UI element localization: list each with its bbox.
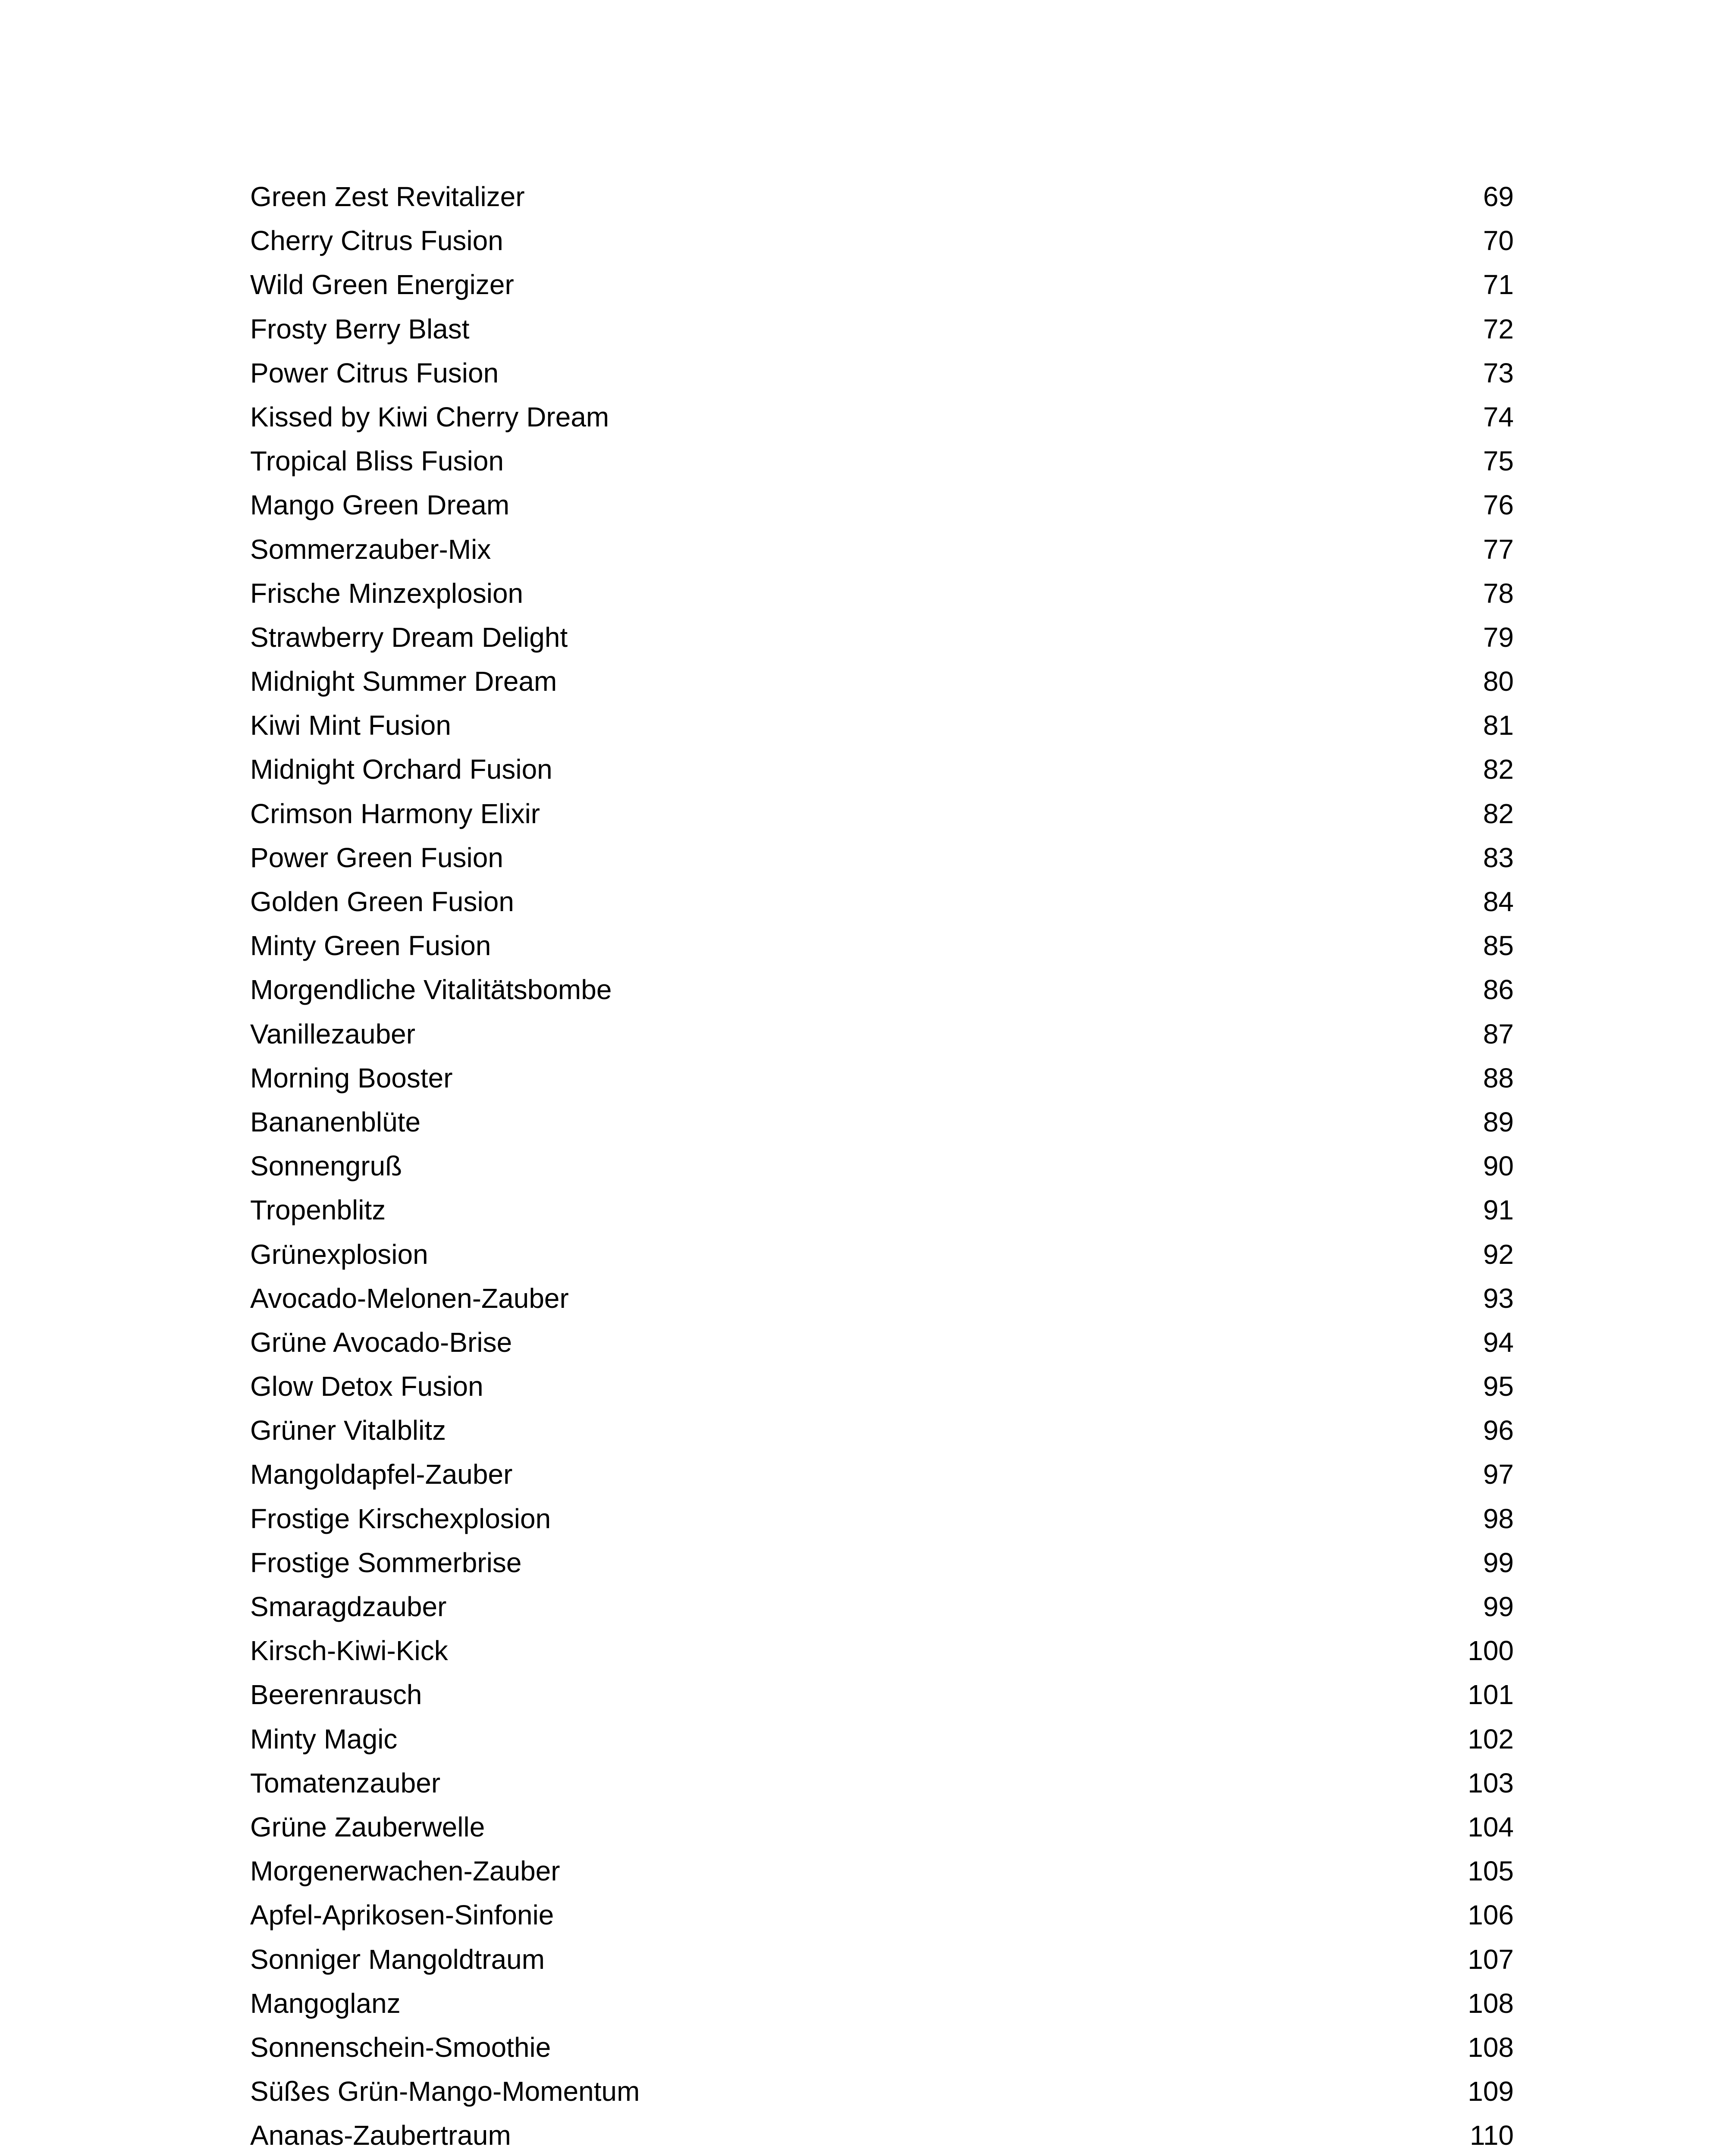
toc-entry-page-number: 74 <box>1483 401 1514 432</box>
toc-entry-title: Mangoldapfel-Zauber <box>250 1459 513 1490</box>
toc-entry <box>250 1012 1514 1056</box>
toc-entry-page-number: 86 <box>1483 974 1514 1006</box>
toc-entry <box>250 1320 1514 1364</box>
toc-entry-page-number: 95 <box>1483 1371 1514 1402</box>
toc-entry-page-number: 110 <box>1469 2120 1514 2151</box>
toc-entry <box>250 527 1514 571</box>
toc-entry-title: Ananas-Zaubertraum <box>250 2120 511 2151</box>
toc-entry-page-number: 94 <box>1483 1326 1514 1358</box>
toc-entry <box>250 307 1514 351</box>
toc-entry <box>250 1585 1514 1629</box>
toc-entry-page-number: 73 <box>1483 357 1514 389</box>
toc-entry-page-number: 70 <box>1483 225 1514 257</box>
toc-entry <box>250 1849 1514 1893</box>
toc-entry-page-number: 69 <box>1483 181 1514 212</box>
toc-entry-page-number: 78 <box>1483 577 1514 609</box>
toc-entry-page-number: 91 <box>1483 1194 1514 1226</box>
table-of-contents <box>250 175 1514 2156</box>
toc-entry-title: Sonnenschein-Smoothie <box>250 2031 551 2063</box>
toc-entry-page-number: 108 <box>1468 1987 1514 2019</box>
toc-entry <box>250 571 1514 615</box>
toc-entry <box>250 2025 1514 2069</box>
toc-entry-title: Süßes Grün-Mango-Momentum <box>250 2076 640 2107</box>
toc-entry-title: Kirsch-Kiwi-Kick <box>250 1635 448 1667</box>
toc-entry <box>250 1981 1514 2025</box>
toc-entry-title: Golden Green Fusion <box>250 886 514 917</box>
toc-entry-title: Power Green Fusion <box>250 842 503 873</box>
toc-entry <box>250 1364 1514 1408</box>
toc-entry <box>250 1761 1514 1805</box>
toc-entry <box>250 1541 1514 1585</box>
toc-entry-page-number: 97 <box>1483 1459 1514 1490</box>
toc-entry <box>250 219 1514 263</box>
toc-entry-page-number: 101 <box>1468 1679 1514 1711</box>
toc-entry-title: Mangoglanz <box>250 1987 401 2019</box>
toc-entry <box>250 1497 1514 1541</box>
toc-entry-page-number: 103 <box>1468 1767 1514 1799</box>
toc-entry <box>250 263 1514 307</box>
toc-entry-page-number: 102 <box>1468 1723 1514 1755</box>
toc-entry-title: Glow Detox Fusion <box>250 1371 483 1402</box>
toc-entry-title: Sommerzauber-Mix <box>250 533 491 565</box>
toc-entry-title: Grüner Vitalblitz <box>250 1415 446 1446</box>
toc-entry-title: Strawberry Dream Delight <box>250 621 568 653</box>
toc-entry <box>250 1144 1514 1188</box>
toc-entry-title: Cherry Citrus Fusion <box>250 225 503 257</box>
toc-entry-page-number: 82 <box>1483 754 1514 785</box>
toc-entry <box>250 836 1514 880</box>
toc-entry-page-number: 90 <box>1483 1150 1514 1182</box>
toc-entry-page-number: 87 <box>1483 1018 1514 1050</box>
toc-entry-title: Morgenerwachen-Zauber <box>250 1855 560 1887</box>
toc-entry-page-number: 89 <box>1483 1106 1514 1138</box>
toc-entry-page-number: 105 <box>1468 1855 1514 1887</box>
toc-entry-page-number: 80 <box>1483 666 1514 697</box>
toc-entry <box>250 1805 1514 1849</box>
toc-entry <box>250 1893 1514 1937</box>
toc-entry <box>250 747 1514 791</box>
toc-entry-title: Beerenrausch <box>250 1679 422 1711</box>
toc-entry <box>250 1629 1514 1673</box>
toc-entry <box>250 1188 1514 1232</box>
toc-entry-page-number: 93 <box>1483 1282 1514 1314</box>
toc-entry-page-number: 96 <box>1483 1415 1514 1446</box>
toc-entry-title: Kiwi Mint Fusion <box>250 710 451 741</box>
toc-entry <box>250 2113 1514 2156</box>
toc-entry-title: Vanillezauber <box>250 1018 416 1050</box>
toc-entry-page-number: 99 <box>1483 1547 1514 1578</box>
toc-entry-page-number: 75 <box>1483 445 1514 477</box>
toc-entry-page-number: 106 <box>1468 1899 1514 1931</box>
toc-entry-page-number: 76 <box>1483 489 1514 521</box>
toc-entry-title: Minty Magic <box>250 1723 398 1755</box>
toc-entry-page-number: 108 <box>1468 2031 1514 2063</box>
toc-entry <box>250 924 1514 968</box>
toc-entry-title: Smaragdzauber <box>250 1591 447 1622</box>
toc-entry-page-number: 100 <box>1468 1635 1514 1667</box>
toc-entry-title: Morning Booster <box>250 1062 453 1094</box>
toc-entry-page-number: 77 <box>1483 533 1514 565</box>
toc-entry <box>250 1408 1514 1452</box>
toc-entry-page-number: 92 <box>1483 1238 1514 1270</box>
toc-entry-page-number: 85 <box>1483 930 1514 962</box>
toc-entry-title: Frosty Berry Blast <box>250 313 470 345</box>
toc-entry-title: Sonnengruß <box>250 1150 402 1182</box>
toc-entry-title: Wild Green Energizer <box>250 269 514 301</box>
toc-entry-page-number: 99 <box>1483 1591 1514 1622</box>
toc-entry-title: Grünexplosion <box>250 1238 428 1270</box>
toc-entry-title: Power Citrus Fusion <box>250 357 499 389</box>
toc-entry-title: Apfel-Aprikosen-Sinfonie <box>250 1899 554 1931</box>
toc-entry-title: Frostige Sommerbrise <box>250 1547 522 1578</box>
toc-entry-title: Frische Minzexplosion <box>250 577 524 609</box>
toc-entry <box>250 1100 1514 1144</box>
toc-entry-title: Midnight Summer Dream <box>250 666 557 697</box>
toc-entry <box>250 2069 1514 2113</box>
toc-entry <box>250 659 1514 703</box>
toc-entry <box>250 792 1514 836</box>
toc-entry-title: Green Zest Revitalizer <box>250 181 525 212</box>
toc-entry-page-number: 88 <box>1483 1062 1514 1094</box>
toc-entry <box>250 703 1514 747</box>
toc-entry <box>250 1673 1514 1717</box>
toc-entry <box>250 968 1514 1012</box>
toc-entry-title: Midnight Orchard Fusion <box>250 754 552 785</box>
toc-entry-page-number: 83 <box>1483 842 1514 873</box>
toc-entry <box>250 1937 1514 1981</box>
toc-entry-title: Tropical Bliss Fusion <box>250 445 504 477</box>
toc-entry <box>250 1452 1514 1496</box>
toc-entry-title: Grüne Avocado-Brise <box>250 1326 512 1358</box>
toc-entry <box>250 395 1514 439</box>
toc-entry-title: Sonniger Mangoldtraum <box>250 1943 545 1975</box>
toc-entry-page-number: 107 <box>1468 1943 1514 1975</box>
toc-entry-title: Tropenblitz <box>250 1194 386 1226</box>
toc-entry-page-number: 109 <box>1468 2076 1514 2107</box>
toc-entry <box>250 1232 1514 1276</box>
toc-entry-page-number: 72 <box>1483 313 1514 345</box>
toc-entry-page-number: 82 <box>1483 798 1514 829</box>
toc-entry <box>250 880 1514 924</box>
toc-entry-page-number: 71 <box>1483 269 1514 301</box>
toc-entry <box>250 439 1514 483</box>
toc-entry-page-number: 79 <box>1483 621 1514 653</box>
toc-entry <box>250 483 1514 527</box>
toc-entry-title: Morgendliche Vitalitätsbombe <box>250 974 612 1006</box>
toc-entry-title: Minty Green Fusion <box>250 930 491 962</box>
toc-entry <box>250 1717 1514 1761</box>
toc-entry-page-number: 81 <box>1483 710 1514 741</box>
toc-entry <box>250 175 1514 219</box>
toc-entry-title: Avocado-Melonen-Zauber <box>250 1282 569 1314</box>
toc-entry-title: Tomatenzauber <box>250 1767 441 1799</box>
toc-entry-title: Frostige Kirschexplosion <box>250 1503 551 1534</box>
toc-entry-page-number: 98 <box>1483 1503 1514 1534</box>
toc-entry <box>250 1276 1514 1320</box>
toc-entry-title: Kissed by Kiwi Cherry Dream <box>250 401 609 432</box>
toc-entry <box>250 615 1514 659</box>
toc-entry-page-number: 104 <box>1468 1811 1514 1843</box>
toc-entry <box>250 1056 1514 1100</box>
toc-entry-title: Crimson Harmony Elixir <box>250 798 540 829</box>
toc-entry-title: Mango Green Dream <box>250 489 510 521</box>
toc-entry-title: Bananenblüte <box>250 1106 421 1138</box>
toc-entry <box>250 351 1514 395</box>
toc-entry-page-number: 84 <box>1483 886 1514 917</box>
toc-entry-title: Grüne Zauberwelle <box>250 1811 485 1843</box>
